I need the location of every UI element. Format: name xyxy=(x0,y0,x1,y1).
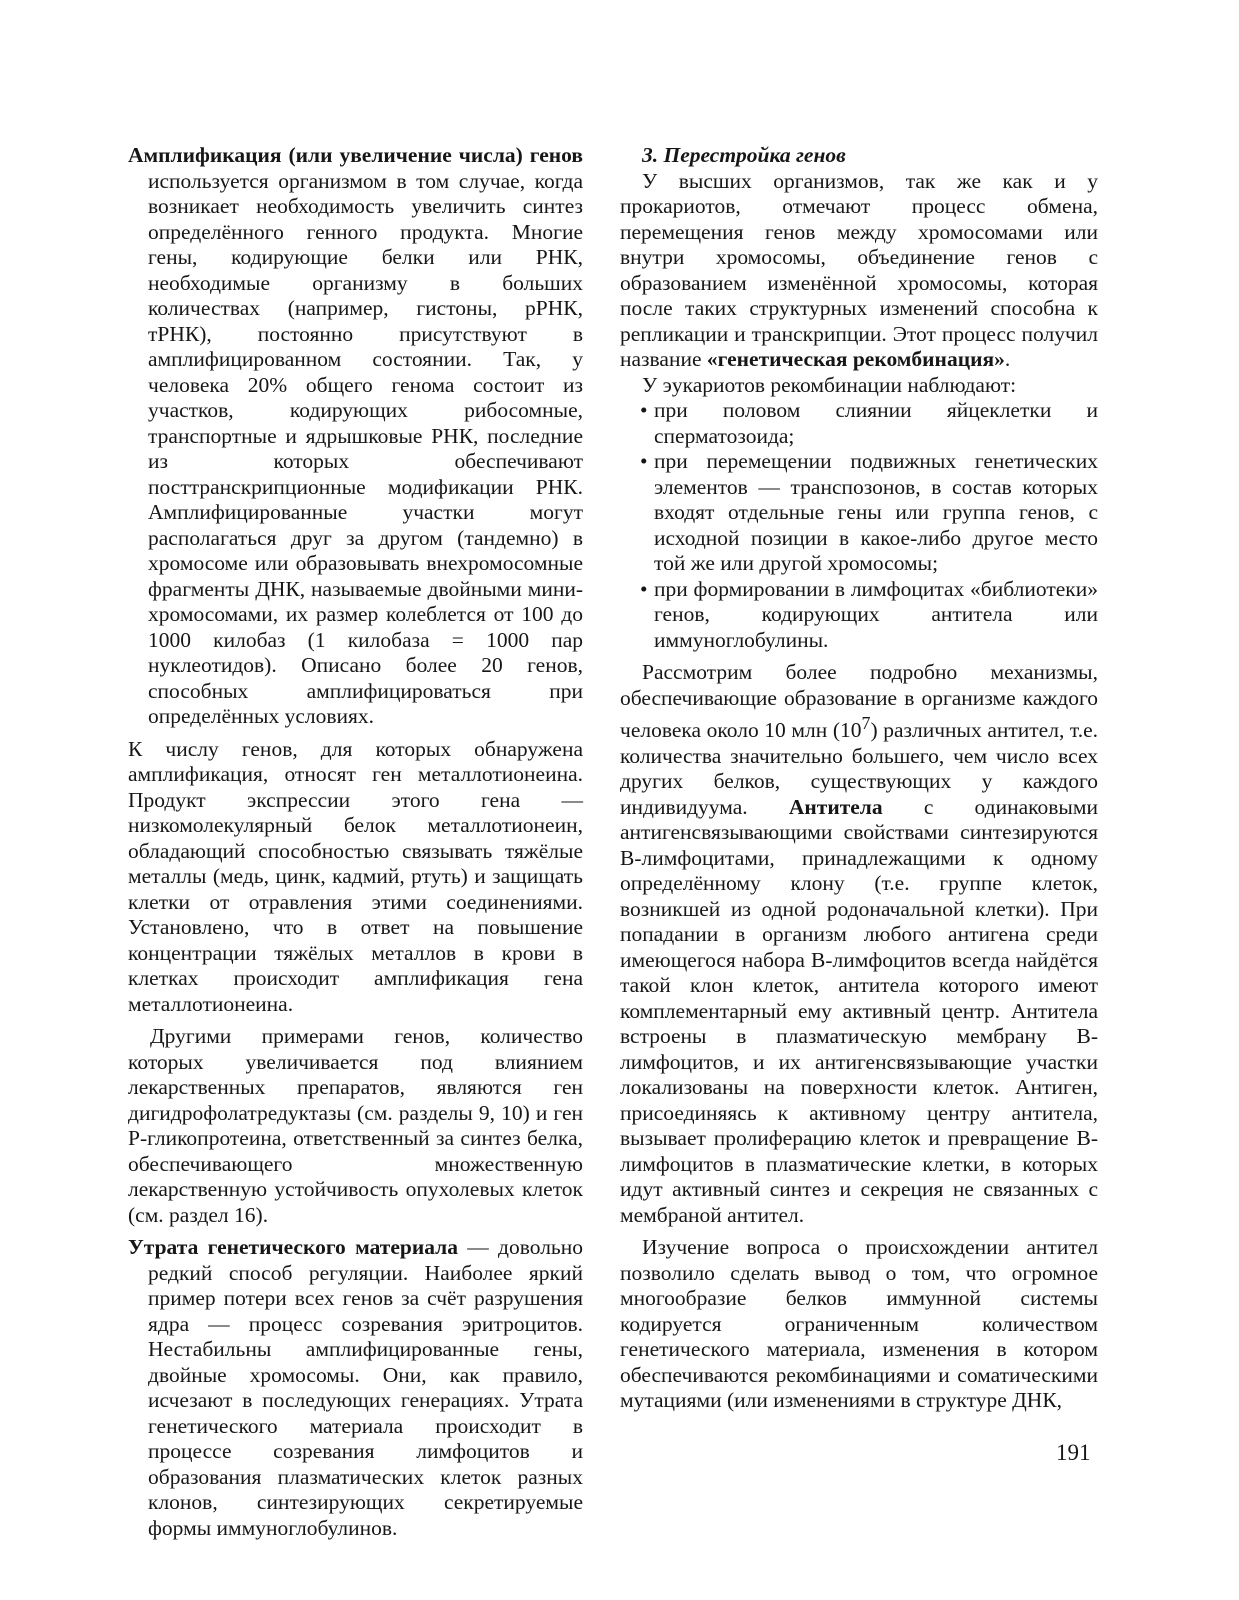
text-recombination-end: . xyxy=(1004,347,1011,371)
text-gene-loss: — довольно редкий способ регуляции. Наиболее яркий пример потери всех генов за счёт разрушения ядра — процесс созревания эритроцитов. Нестабильны амплифицированные гены, двойные хромосомы. Они, как правило, исчезают в последующих генерациях. Утрата генетического материала происходит в процессе созревания лимфоцитов и образования плазматических клеток разных клонов, синтезирующих секретируемые формы иммуноглобулинов. xyxy=(148,1235,583,1540)
text-antibodies-a: Рассмотрим более подробно механизмы, обеспечивающие образование в организме каждого человека около 10 млн (10 xyxy=(620,660,1098,743)
paragraph-antibody-origin: Изучение вопроса о происхождении антител позволило сделать вывод о том, что огромное многообразие белков иммунной системы кодируется ограниченным количеством генетического материала, изменения в котором обеспечиваются рекомбинациями и соматическими мутациями (или изменениями в структуре ДНК, xyxy=(620,1235,1098,1413)
recombination-list xyxy=(620,398,1098,653)
bullet-icon: • xyxy=(640,576,648,601)
text-recombination: У высших организмов, так же как и у прокариотов, отмечают процесс обмена, перемещения генов между хромосомами или внутри хромосомы, объединение генов с образованием изменённой хромосомы, которая после таких структурных изменений способна к репликации и транскрипции. Этот процесс получил название xyxy=(620,168,1098,371)
term-antibodies: Антитела xyxy=(788,794,883,819)
paragraph-metallothionein: К числу генов, для которых обнаружена амплификация, относят ген металлотионеина. Продукт экспрессии этого гена — низкомолекулярный белок металлотионеин, обладающий способностью связывать тяжёлые металлы (медь, цинк, кадмий, ртуть) и защищать клетки от отравления этими соединениями. Установлено, что в ответ на повышение концентрации тяжёлых металлов в крови в клетках происходит амплификация гена металлотионеина. xyxy=(128,736,583,1016)
text-antibodies-b: ) различных антител, т.е. количества значительно большего, чем число всех других белков, существующих у каждого индивидуума. xyxy=(620,718,1098,819)
paragraph-recombination xyxy=(620,169,1098,373)
list-item xyxy=(620,398,1098,449)
list-item-text: при формировании в лимфоцитах «библиотеки» генов, кодирующих антитела или иммуноглобулины. xyxy=(654,576,1098,652)
term-gene-loss: Утрата генетического материала xyxy=(128,1235,458,1259)
list-item xyxy=(620,449,1098,577)
left-column xyxy=(128,143,583,1541)
list-item xyxy=(620,577,1098,654)
list-item-text: при половом слиянии яйцеклетки и сперматозоида; xyxy=(654,398,1098,448)
term-recombination: «генетическая рекомбинация» xyxy=(706,347,1005,371)
superscript-exponent: 7 xyxy=(861,713,871,733)
paragraph-drug-genes: Другими примерами генов, количество которых увеличивается под влиянием лекарственных препаратов, являются ген дигидрофолатредуктазы (см. разделы 9, 10) и ген Р-гликопротеина, ответственный за синтез белка, обеспечивающего множественную лекарственную устойчивость опухолевых клеток (см. раздел 16). xyxy=(128,1024,583,1227)
text-amplification: используется организмом в том случае, когда возникает необходимость увеличить синтез определённого генного продукта. Многие гены, кодирующие белки или РНК, необходимые организму в больших количествах (например, гистоны, рРНК, тРНК), постоянно присутствуют в амплифицированном состоянии. Так, у человека 20% общего генома состоит из участков, кодирующих рибосомные, транспортные и ядрышковые РНК, последние из которых обеспечивают посттранскрипционные модификации РНК. Амплифицированные участки могут располагаться друг за другом (тандемно) в хромосоме или образовывать внехромосомные фрагменты ДНК, называемые двойными мини-хромосомами, их размер колеблется от 100 до 1000 килобаз (1 килобаза = 1000 пар нуклеотидов). Описано более 20 генов, способных амплифицироваться при определённых условиях. xyxy=(148,168,583,728)
text-antibodies-c: с одинаковыми антигенсвязывающими свойствами синтезируются В-лимфоцитами, принадлежащими к одному определённому клону (т.е. группе клеток, возникшей из одной родоначальной клетки). При попадании в организм любого антигена среди имеющегося набора В-лимфоцитов всегда найдётся такой клон клеток, антитела которого имеют комплементарный ему активный центр. Антитела встроены в плазматическую мембрану В-лимфоцитов, и их антигенсвязывающие участки локализованы на поверхности клеток. Антиген, присоединяясь к активному центру антитела, вызывает пролиферацию клеток и превращение В-лимфоцитов в плазматические клетки, в которых идут активный синтез и секреция не связанных с мембраной антител. xyxy=(620,794,1098,1227)
section-title: 3. Перестройка генов xyxy=(642,143,846,167)
list-item-text: при перемещении подвижных генетических элементов — транспозонов, в состав которых входят отдельные гены или группа генов, с исходной позиции в какое-либо другое место той же или другой хромосомы; xyxy=(654,449,1098,575)
bullet-icon: • xyxy=(640,398,648,422)
term-amplification: Амплификация (или увеличение числа) генов xyxy=(128,143,583,167)
right-column xyxy=(620,143,1098,1414)
paragraph-recombination-intro: У эукариотов рекомбинации наблюдают: xyxy=(642,372,1017,397)
paragraph-gene-loss xyxy=(128,1235,583,1541)
paragraph-amplification xyxy=(128,143,583,730)
paragraph-antibodies xyxy=(620,660,1098,1228)
page-number: 191 xyxy=(1056,1440,1091,1465)
bullet-icon: • xyxy=(640,449,648,473)
